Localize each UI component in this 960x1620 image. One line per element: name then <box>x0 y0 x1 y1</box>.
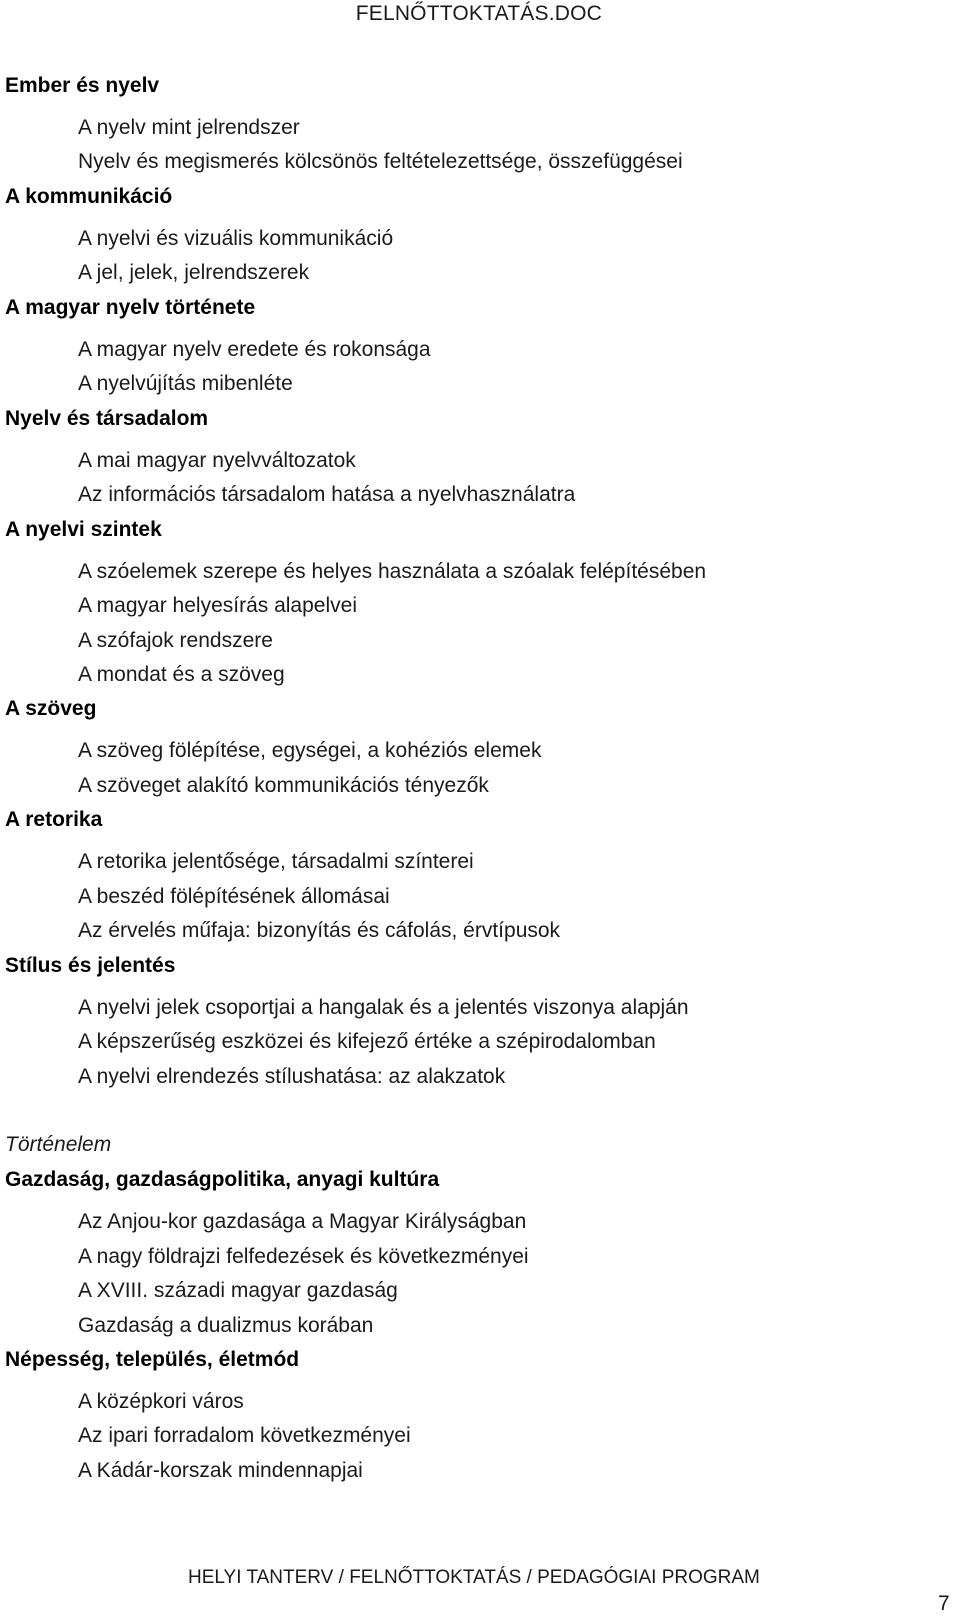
list-item: A retorika jelentősége, társadalmi színterei <box>78 850 474 873</box>
list-item: A magyar helyesírás alapelvei <box>78 594 357 617</box>
list-item: Gazdaság a dualizmus korában <box>78 1314 374 1337</box>
group-heading: A magyar nyelv története <box>5 296 256 319</box>
list-item: Az Anjou-kor gazdasága a Magyar Királyságban <box>78 1210 527 1233</box>
list-item: A beszéd fölépítésének állomásai <box>78 885 390 908</box>
group-heading: A szöveg <box>5 697 97 720</box>
group-heading: Nyelv és társadalom <box>5 407 209 430</box>
list-item: A nyelvújítás mibenléte <box>78 372 293 395</box>
list-item: A magyar nyelv eredete és rokonsága <box>78 338 431 361</box>
list-item: Nyelv és megismerés kölcsönös feltételezettsége, összefüggései <box>78 150 683 173</box>
list-item: A nagy földrajzi felfedezések és következményei <box>78 1245 529 1268</box>
list-item: A szöveg fölépítése, egységei, a kohéziós elemek <box>78 739 542 762</box>
list-item: A XVIII. századi magyar gazdaság <box>78 1279 398 1302</box>
list-item: A szöveget alakító kommunikációs tényezők <box>78 774 489 797</box>
page-number: 7 <box>938 1592 950 1615</box>
document-header: FELNŐTTOKTATÁS.DOC <box>355 2 602 25</box>
group-heading: Gazdaság, gazdaságpolitika, anyagi kultúra <box>5 1168 440 1191</box>
list-item: A nyelvi jelek csoportjai a hangalak és a jelentés viszonya alapján <box>78 996 689 1019</box>
group-heading: Stílus és jelentés <box>5 954 176 977</box>
list-item: A középkori város <box>78 1390 244 1413</box>
list-item: A nyelvi elrendezés stílushatása: az alakzatok <box>78 1065 506 1088</box>
document-footer: HELYI TANTERV / FELNŐTTOKTATÁS / PEDAGÓGIAI PROGRAM <box>188 1567 760 1588</box>
list-item: A jel, jelek, jelrendszerek <box>78 261 310 284</box>
list-item: A nyelv mint jelrendszer <box>78 116 300 139</box>
group-heading: Ember és nyelv <box>5 74 160 97</box>
list-item: Az ipari forradalom következményei <box>78 1424 411 1447</box>
list-item: Az érvelés műfaja: bizonyítás és cáfolás, érvtípusok <box>78 919 561 942</box>
group-heading: A nyelvi szintek <box>5 518 162 541</box>
group-heading: A kommunikáció <box>5 185 173 208</box>
list-item: Az információs társadalom hatása a nyelvhasználatra <box>78 483 576 506</box>
group-heading: A retorika <box>5 808 103 831</box>
list-item: A szóelemek szerepe és helyes használata a szóalak felépítésében <box>78 560 707 583</box>
list-item: A mondat és a szöveg <box>78 663 285 686</box>
list-item: A mai magyar nyelvváltozatok <box>78 449 356 472</box>
list-item: A Kádár-korszak mindennapjai <box>78 1459 363 1482</box>
list-item: A képszerűség eszközei és kifejező értéke a szépirodalomban <box>78 1030 656 1053</box>
subject-title: Történelem <box>5 1133 112 1156</box>
list-item: A szófajok rendszere <box>78 629 273 652</box>
group-heading: Népesség, település, életmód <box>5 1348 300 1371</box>
list-item: A nyelvi és vizuális kommunikáció <box>78 227 394 250</box>
